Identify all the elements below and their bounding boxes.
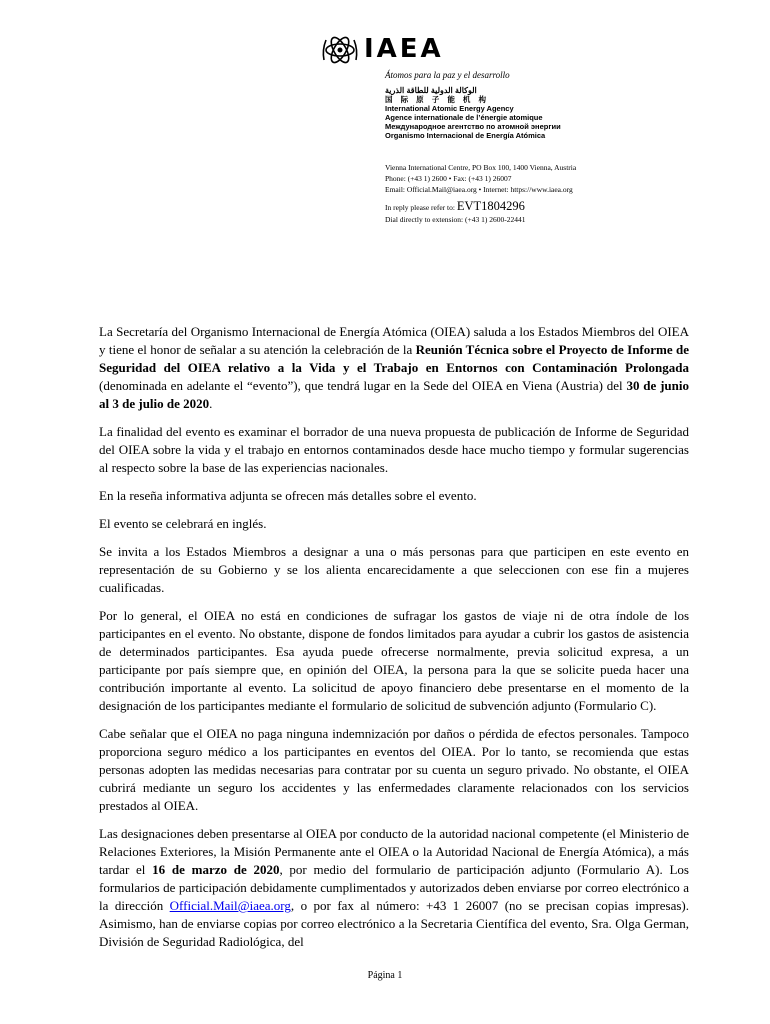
name-arabic: الوكالة الدولية للطاقة الذرية <box>385 86 477 95</box>
paragraph-info: En la reseña informativa adjunta se ofrecen más detalles sobre el evento. <box>99 488 477 503</box>
phone-fax: Phone: (+43 1) 2600 • Fax: (+43 1) 26007 <box>385 174 512 183</box>
address: Vienna International Centre, PO Box 100, 1400 Vienna, Austria <box>385 163 577 172</box>
paragraph-language: El evento se celebrará en inglés. <box>99 516 267 531</box>
atom-emblem-icon <box>320 30 360 70</box>
contact-block <box>385 162 576 195</box>
letter-body <box>99 323 689 961</box>
name-russian: Международное агентство по атомной энергии <box>385 122 561 131</box>
name-chinese: 国 际 原 子 能 机 构 <box>385 95 490 104</box>
paragraph-insurance: Cabe señalar que el OIEA no paga ninguna indemnización por daños o pérdida de efectos personales. Tampoco proporciona seguro médico a los participantes en eventos del OIEA. Por lo tanto, se recomienda que estas personas adopten las medidas necesarias para contratar por su cuenta un seguro privado. No obstante, el OIEA cubrirá mediante un seguro los accidentes y las enfermedades claramente relacionados con los servicios prestados al OIEA. <box>99 726 689 813</box>
paragraph-costs: Por lo general, el OIEA no está en condiciones de sufragar los gastos de viaje ni de otra índole de los participantes en el evento. No obstante, dispone de fondos limitados para ayudar a cubrir los gastos de asistencia de determinados participantes. Esa ayuda puede ofrecerse normalmente, previa solicitud expresa, a un participante por país siempre que, en opinión del OIEA, la persona para la que se solicite pueda hacer una contribución importante al evento. La solicitud de apoyo financiero debe presentarse en el momento de la designación de los participantes mediante el formulario de solicitud de subvención adjunto (Formulario C). <box>99 608 689 713</box>
paragraph-designations: Las designaciones deben presentarse al OIEA por conducto de la autoridad nacional competente (el Ministerio de Relaciones Exteriores, la Misión Permanente ante el OIEA o la Autoridad Nacional de Energía Atómica), a más tardar el 16 de marzo de 2020, por medio del formulario de participación adjunto (Formulario A). Los formularios de participación debidamente cumplimentados y autorizados deben enviarse por correo electrónico a la dirección Official.Mail@iaea.org, o por fax al número: +43 1 26007 (no se precisan copias impresas). Asimismo, han de enviarse copias por correo electrónico a la Secretaria Científica del evento, Sra. Olga German, División de Seguridad Radiológica, del <box>99 826 689 949</box>
paragraph-invitation: Se invita a los Estados Miembros a designar a una o más personas para que participen en este evento en representación de su Gobierno y se los alienta encarecidamente a que seleccionen con ese fin a mujeres cualificadas. <box>99 544 689 595</box>
reference-number: EVT1804296 <box>456 199 525 213</box>
official-mail-link[interactable]: Official.Mail@iaea.org <box>169 898 291 913</box>
org-acronym: IAEA <box>364 34 444 64</box>
motto: Átomos para la paz y el desarrollo <box>385 70 510 80</box>
reference-block <box>385 200 525 226</box>
organization-names <box>385 86 561 140</box>
name-french: Agence internationale de l’énergie atomique <box>385 113 543 122</box>
page-number: Página 1 <box>367 970 403 981</box>
event-title: Reunión Técnica sobre el Proyecto de Informe de Seguridad del OIEA relativo a la Vida y el Trabajo en Entornos con Contaminación Prolongada <box>99 342 689 375</box>
iaea-logo <box>320 30 460 70</box>
reference-label: In reply please refer to: <box>385 203 457 212</box>
name-english: International Atomic Energy Agency <box>385 104 514 113</box>
name-spanish: Organismo Internacional de Energía Atómica <box>385 131 546 140</box>
paragraph-purpose: La finalidad del evento es examinar el borrador de una nueva propuesta de publicación de Informe de Seguridad del OIEA sobre la vida y el trabajo en entornos contaminados desde hace mucho tiempo y formular sugerencias al respecto sobre la base de las experiencias nacionales. <box>99 424 689 475</box>
deadline-date: 16 de marzo de 2020 <box>152 862 280 877</box>
paragraph-intro: La Secretaría del Organismo Internacional de Energía Atómica (OIEA) saluda a los Estados Miembros del OIEA y tiene el honor de señalar a su atención la celebración de la Reunión Técnica sobre el Proyecto de Informe de Seguridad del OIEA relativo a la Vida y el Trabajo en Entornos con Contaminación Prolongada (denominada en adelante el “evento”), que tendrá lugar en la Sede del OIEA en Viena (Austria) del 30 de junio al 3 de julio de 2020. <box>99 324 689 411</box>
email-web: Email: Official.Mail@iaea.org • Internet: https://www.iaea.org <box>385 185 573 194</box>
event-dates: 30 de junio al 3 de julio de 2020 <box>99 378 689 411</box>
extension: Dial directly to extension: (+43 1) 2600-22441 <box>385 215 526 224</box>
